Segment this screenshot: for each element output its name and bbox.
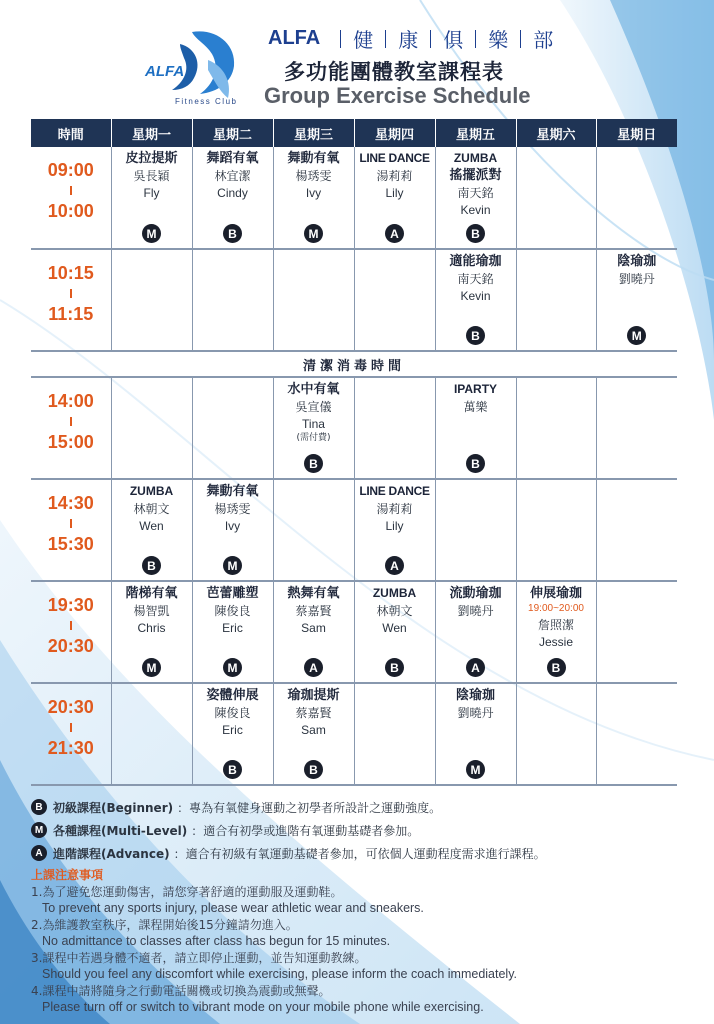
class-entry — [112, 147, 192, 248]
time-divider — [70, 621, 72, 630]
instructor-name: 湯莉莉 — [376, 502, 413, 516]
logo-subtitle: Fitness Club — [175, 97, 238, 106]
instructor-name-en: Kevin — [460, 289, 491, 303]
level-wrap — [304, 453, 323, 474]
instructor-name: 楊智凱 — [133, 604, 170, 618]
note-text-zh: 4.課程中請將隨身之行動電話關機或切換為震動或無聲。 — [31, 984, 331, 998]
instructor-name: 劉曉丹 — [618, 272, 655, 286]
class-entry — [355, 147, 435, 248]
instructor-name-en: Sam — [301, 723, 326, 737]
instructor-name: 陳俊良 — [214, 604, 251, 618]
schedule-cell — [192, 147, 273, 249]
legend-description: ：適合有初級有氧運動基礎者參加，可依個人運動程度需求進行課程。 — [173, 846, 546, 861]
schedule-cell — [354, 377, 435, 479]
note-item — [31, 884, 691, 916]
schedule-cell — [111, 683, 192, 785]
column-header: 星期四 — [354, 119, 435, 147]
schedule-cell — [354, 479, 435, 581]
end-time: 15:30 — [47, 534, 94, 554]
level-badge-icon: B — [223, 760, 242, 779]
schedule-cell — [596, 581, 677, 683]
legend-row — [31, 842, 546, 864]
schedule-cell — [192, 479, 273, 581]
time-cell — [31, 147, 111, 249]
time-divider — [70, 723, 72, 732]
class-name: 瑜珈提斯 — [287, 688, 340, 703]
time-divider — [70, 417, 72, 426]
instructor-name: 吳長穎 — [133, 169, 170, 183]
instructor-name-en: Ivy — [224, 519, 241, 533]
instructor-name: 吳宣儀 — [295, 400, 332, 414]
instructor-name-en: Jessie — [538, 635, 573, 649]
schedule-cell — [273, 377, 354, 479]
level-wrap — [142, 555, 161, 576]
instructor-name-en: Ivy — [305, 186, 322, 200]
divider — [520, 30, 521, 48]
schedule-cell — [354, 581, 435, 683]
instructor-name: 南天銘 — [457, 186, 494, 200]
schedule-cell — [273, 581, 354, 683]
schedule-cell — [192, 377, 273, 479]
class-entry — [274, 684, 354, 784]
schedule-cell — [273, 479, 354, 581]
level-badge-icon: M — [142, 658, 161, 677]
class-name: 舞蹈有氧 — [206, 151, 259, 166]
schedule-cell — [435, 479, 516, 581]
level-wrap — [304, 759, 323, 780]
level-badge-icon: B — [547, 658, 566, 677]
instructor-name: 楊琇雯 — [295, 169, 332, 183]
level-badge-icon: B — [466, 224, 485, 243]
level-badge-icon: M — [31, 822, 47, 838]
class-name: 皮拉提斯 — [125, 151, 178, 166]
note-text-zh: 3.課程中若遇身體不適者，請立即停止運動，並告知運動教練。 — [31, 951, 367, 965]
level-wrap — [547, 657, 566, 678]
schedule-cell — [354, 249, 435, 351]
notes-title: 上課注意事項 — [31, 868, 104, 882]
level-wrap — [223, 759, 242, 780]
level-badge-icon: A — [385, 224, 404, 243]
schedule-cell — [273, 249, 354, 351]
divider — [340, 30, 341, 48]
level-badge-icon: A — [31, 845, 47, 861]
schedule-cell — [596, 479, 677, 581]
instructor-name: 林朝文 — [376, 604, 413, 618]
instructor-name-en: Sam — [301, 621, 326, 635]
page-title-en: Group Exercise Schedule — [264, 83, 531, 108]
time-cell — [31, 683, 111, 785]
instructor-name: 萬樂 — [463, 400, 488, 414]
class-entry — [436, 147, 516, 248]
instructor-name: 劉曉丹 — [457, 706, 494, 720]
level-wrap — [142, 223, 161, 244]
class-name: ZUMBA — [129, 484, 174, 498]
level-wrap — [385, 657, 404, 678]
instructor-name: 蔡嘉賢 — [295, 706, 332, 720]
note-text-en: Please turn off or switch to vibrant mode on your mobile phone while exercising. — [42, 1000, 484, 1014]
level-legend — [31, 796, 546, 865]
table-row — [31, 683, 677, 785]
level-badge-icon: A — [466, 658, 485, 677]
instructor-name-en: Wen — [139, 519, 164, 533]
cleaning-label: 清潔消毒時間 — [31, 351, 677, 377]
brand-char: 健 — [353, 28, 374, 52]
schedule-cell — [516, 581, 596, 683]
time-cell — [31, 581, 111, 683]
level-badge-icon: A — [385, 556, 404, 575]
class-name: LINE DANCE — [359, 151, 430, 165]
schedule-cell — [273, 147, 354, 249]
schedule-cell — [111, 147, 192, 249]
class-time-note: 19:00~20:00 — [528, 603, 584, 614]
schedule-cell — [111, 249, 192, 351]
time-divider — [70, 186, 72, 195]
class-name: 舞動有氧 — [287, 151, 340, 166]
schedule-cell — [111, 581, 192, 683]
end-time: 11:15 — [48, 304, 94, 324]
class-entry — [193, 480, 273, 580]
class-entry — [193, 147, 273, 248]
schedule-cell — [435, 581, 516, 683]
class-entry — [112, 480, 192, 580]
class-name: IPARTY — [453, 382, 498, 396]
class-name: 姿體伸展 — [206, 688, 259, 703]
level-badge-icon: B — [466, 454, 485, 473]
brand-name: ALFA — [268, 27, 321, 49]
level-badge-icon: B — [304, 454, 323, 473]
class-name: LINE DANCE — [359, 484, 430, 498]
class-entry — [355, 582, 435, 682]
schedule-cell — [192, 581, 273, 683]
class-name-sub: 搖擺派對 — [449, 168, 502, 183]
class-name: 階梯有氧 — [125, 586, 178, 601]
legend-label: 初級課程(Beginner) — [53, 800, 174, 815]
class-entry — [436, 684, 516, 784]
level-badge-icon: B — [304, 760, 323, 779]
schedule-cell — [596, 683, 677, 785]
column-header: 星期三 — [273, 119, 354, 147]
legend-row — [31, 796, 546, 818]
instructor-name-en: Eric — [222, 723, 243, 737]
class-name: 適能瑜珈 — [449, 254, 502, 269]
class-name: 舞動有氧 — [206, 484, 259, 499]
legend-description: ：專為有氧健身運動之初學者所設計之運動強度。 — [177, 800, 442, 815]
instructor-name-en: Lily — [385, 186, 404, 200]
level-wrap — [627, 325, 646, 346]
class-name: ZUMBA — [372, 586, 417, 600]
instructor-name: 劉曉丹 — [457, 604, 494, 618]
brand-char: 部 — [533, 28, 554, 52]
start-time: 10:15 — [47, 263, 94, 283]
time-cell — [31, 377, 111, 479]
class-entry — [112, 582, 192, 682]
column-header: 星期六 — [516, 119, 596, 147]
time-cell — [31, 249, 111, 351]
end-time: 10:00 — [47, 201, 94, 221]
instructor-name: 詹照潔 — [537, 618, 574, 632]
legend-label: 進階課程(Advance) — [53, 846, 170, 861]
logo-text: ALFA — [145, 63, 185, 80]
brand-char: 康 — [398, 28, 419, 52]
schedule-cell — [435, 249, 516, 351]
schedule-cell — [192, 683, 273, 785]
class-name: 陰瑜珈 — [617, 254, 657, 269]
brand-char: 樂 — [488, 28, 509, 52]
column-header: 星期一 — [111, 119, 192, 147]
start-time: 14:30 — [47, 493, 94, 513]
level-badge-icon: B — [31, 799, 47, 815]
legend-description: ：適合有初學或進階有氧運動基礎者參加。 — [191, 823, 420, 838]
schedule-cell — [596, 377, 677, 479]
schedule-cell — [111, 479, 192, 581]
end-time: 20:30 — [47, 636, 94, 656]
instructor-name-en: Fly — [143, 186, 160, 200]
table-row — [31, 377, 677, 479]
class-name: 流動瑜珈 — [449, 586, 502, 601]
level-badge-icon: M — [466, 760, 485, 779]
class-entry — [436, 378, 516, 478]
class-entry — [274, 147, 354, 248]
schedule-cell — [354, 147, 435, 249]
schedule-body — [31, 147, 677, 785]
class-name: 水中有氧 — [287, 382, 340, 397]
schedule-cell — [516, 377, 596, 479]
divider — [430, 30, 431, 48]
class-name: 伸展瑜珈 — [529, 586, 582, 601]
instructor-name: 南天銘 — [457, 272, 494, 286]
instructor-name-en: Lily — [385, 519, 404, 533]
column-header: 星期日 — [596, 119, 677, 147]
note-text-en: Should you feel any discomfort while exercising, please inform the coach immediately. — [42, 967, 517, 981]
level-badge-icon: B — [142, 556, 161, 575]
cleaning-row — [31, 351, 677, 377]
start-time: 09:00 — [47, 160, 94, 180]
note-text-en: To prevent any sports injury, please wear athletic wear and sneakers. — [42, 901, 424, 915]
class-entry — [517, 582, 596, 682]
level-badge-icon: M — [223, 658, 242, 677]
level-badge-icon: B — [466, 326, 485, 345]
table-row — [31, 147, 677, 249]
divider — [475, 30, 476, 48]
schedule-table — [31, 119, 677, 786]
level-wrap — [304, 657, 323, 678]
column-header: 星期二 — [192, 119, 273, 147]
level-badge-icon: B — [385, 658, 404, 677]
level-wrap — [142, 657, 161, 678]
schedule-cell — [273, 683, 354, 785]
level-badge-icon: B — [223, 224, 242, 243]
level-wrap — [466, 759, 485, 780]
level-wrap — [223, 657, 242, 678]
instructor-name-en: Eric — [222, 621, 243, 635]
table-header-row — [31, 119, 677, 147]
brand-char: 俱 — [443, 28, 464, 52]
note-item — [31, 983, 691, 1015]
schedule-cell — [516, 147, 596, 249]
schedule-cell — [435, 683, 516, 785]
page-title-zh: 多功能團體教室課程表 — [284, 60, 504, 84]
notes-list — [31, 884, 691, 1016]
start-time: 19:30 — [47, 595, 94, 615]
instructor-name: 湯莉莉 — [376, 169, 413, 183]
time-divider — [70, 289, 72, 298]
class-name: ZUMBA — [453, 151, 498, 165]
table-row — [31, 249, 677, 351]
level-wrap — [385, 223, 404, 244]
instructor-name: 楊琇雯 — [214, 502, 251, 516]
class-entry — [436, 582, 516, 682]
start-time: 20:30 — [47, 697, 94, 717]
level-wrap — [466, 657, 485, 678]
start-time: 14:00 — [47, 391, 94, 411]
instructor-name: 林宜潔 — [214, 169, 251, 183]
level-wrap — [385, 555, 404, 576]
class-entry — [355, 480, 435, 580]
note-text-en: No admittance to classes after class has begun for 15 minutes. — [42, 934, 391, 948]
level-badge-icon: A — [304, 658, 323, 677]
level-wrap — [223, 223, 242, 244]
class-entry — [597, 250, 678, 350]
schedule-cell — [192, 249, 273, 351]
schedule-cell — [516, 683, 596, 785]
table-row — [31, 581, 677, 683]
level-badge-icon: M — [627, 326, 646, 345]
note-text-zh: 1.為了避免您運動傷害，請您穿著舒適的運動服及運動鞋。 — [31, 885, 343, 899]
class-name: 熱舞有氧 — [287, 586, 340, 601]
instructor-name: 陳俊良 — [214, 706, 251, 720]
schedule-cell — [596, 249, 677, 351]
instructor-name-en: Tina — [302, 417, 325, 431]
class-entry — [193, 582, 273, 682]
time-cell — [31, 479, 111, 581]
class-note: (需付費) — [296, 433, 331, 443]
note-item — [31, 950, 691, 982]
divider — [385, 30, 386, 48]
instructor-name: 蔡嘉賢 — [295, 604, 332, 618]
column-header: 星期五 — [435, 119, 516, 147]
legend-label: 各種課程(Multi-Level) — [53, 823, 188, 838]
instructor-name-en: Wen — [382, 621, 407, 635]
end-time: 21:30 — [47, 738, 94, 758]
level-wrap — [304, 223, 323, 244]
level-badge-icon: M — [142, 224, 161, 243]
level-wrap — [466, 223, 485, 244]
class-name: 芭蕾雕塑 — [206, 586, 259, 601]
schedule-cell — [516, 479, 596, 581]
class-entry — [274, 582, 354, 682]
note-text-zh: 2.為維護教室秩序，課程開始後15分鐘請勿進入。 — [31, 918, 298, 932]
level-wrap — [223, 555, 242, 576]
column-header: 時間 — [31, 119, 111, 147]
end-time: 15:00 — [47, 432, 94, 452]
instructor-name-en: Kevin — [460, 203, 491, 217]
level-wrap — [466, 325, 485, 346]
time-divider — [70, 519, 72, 528]
club-name — [268, 24, 553, 53]
class-entry — [436, 250, 516, 350]
level-badge-icon: M — [304, 224, 323, 243]
instructor-name: 林朝文 — [133, 502, 170, 516]
schedule-cell — [354, 683, 435, 785]
class-name: 陰瑜珈 — [455, 688, 495, 703]
schedule-cell — [435, 377, 516, 479]
instructor-name-en: Chris — [137, 621, 166, 635]
instructor-name-en: Cindy — [217, 186, 248, 200]
note-item — [31, 917, 691, 949]
schedule-cell — [516, 249, 596, 351]
level-wrap — [466, 453, 485, 474]
schedule-cell — [596, 147, 677, 249]
legend-row — [31, 819, 546, 841]
table-row — [31, 479, 677, 581]
schedule-cell — [111, 377, 192, 479]
level-badge-icon: M — [223, 556, 242, 575]
class-entry — [193, 684, 273, 784]
class-entry — [274, 378, 354, 478]
schedule-cell — [435, 147, 516, 249]
